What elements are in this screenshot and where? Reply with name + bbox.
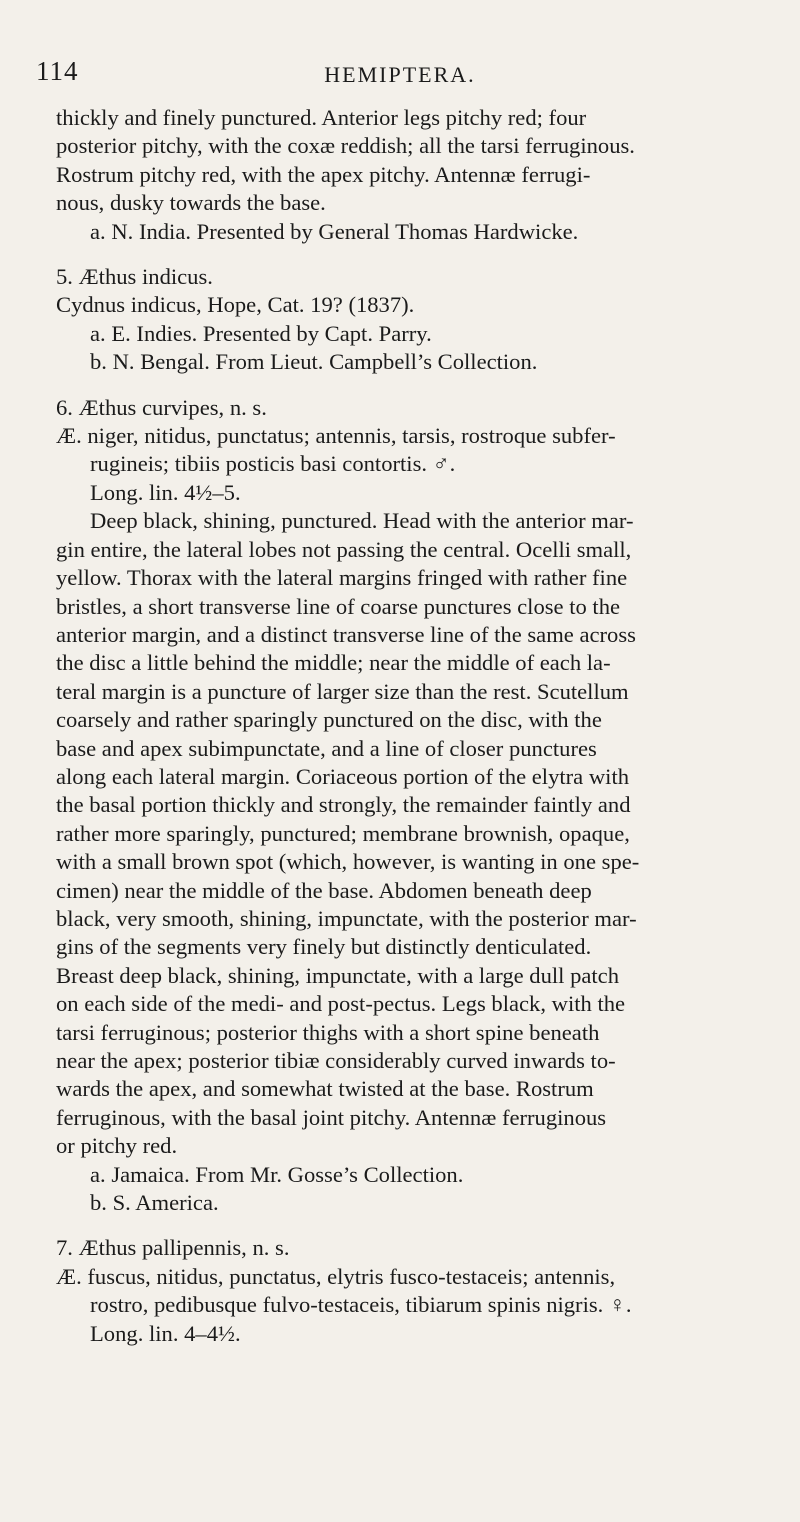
text-line: Rostrum pitchy red, with the apex pitchy. Antennæ ferrugi-: [56, 161, 591, 187]
text-line: the disc a little behind the middle; near the middle of each la-: [56, 650, 611, 676]
text-line: nous, dusky towards the base.: [56, 190, 326, 216]
text-line: Long. lin. 4½–5.: [90, 479, 241, 505]
text-line: or pitchy red.: [56, 1133, 178, 1159]
text-line: Long. lin. 4–4½.: [90, 1320, 241, 1346]
text-line: cimen) near the middle of the base. Abdomen beneath deep: [56, 877, 592, 903]
text-line: near the apex; posterior tibiæ considerably curved inwards to-: [56, 1048, 616, 1073]
text-line: a. E. Indies. Presented by Capt. Parry.: [90, 320, 432, 346]
text-line: on each side of the medi- and post-pectus. Legs black, with the: [56, 991, 626, 1017]
text-line: b. S. America.: [90, 1190, 219, 1216]
text-line: ferruginous, with the basal joint pitchy. Antennæ ferruginous: [56, 1104, 607, 1130]
text-line: with a small brown spot (which, however, is wanting in one spe-: [56, 849, 640, 875]
page-header: [0, 50, 800, 90]
text-line: posterior pitchy, with the coxæ reddish; all the tarsi ferruginous.: [56, 133, 635, 159]
text-line: Æ. niger, nitidus, punctatus; antennis, tarsis, rostroque subfer-: [56, 423, 616, 449]
text-line: bristles, a short transverse line of coarse punctures close to the: [56, 593, 621, 619]
running-head: HEMIPTERA.: [324, 62, 476, 87]
text-line: gins of the segments very finely but distinctly denticulated.: [56, 934, 592, 960]
text-line: rostro, pedibusque fulvo-testaceis, tibiarum spinis nigris. ♀.: [90, 1292, 632, 1318]
text-line: a. N. India. Presented by General Thomas Hardwicke.: [90, 218, 579, 244]
page-body-text: [56, 104, 768, 1348]
text-line: the basal portion thickly and strongly, the remainder faintly and: [56, 792, 631, 818]
text-line: Breast deep black, shining, impunctate, with a large dull patch: [56, 962, 620, 988]
text-line: yellow. Thorax with the lateral margins fringed with rather fine: [56, 565, 628, 591]
text-line: rugineis; tibiis posticis basi contortis. ♂.: [90, 451, 456, 477]
text-line: wards the apex, and somewhat twisted at the base. Rostrum: [56, 1076, 594, 1102]
text-line: thickly and finely punctured. Anterior legs pitchy red; four: [56, 105, 587, 130]
text-line: 5. Æthus indicus.: [56, 264, 213, 290]
text-line: rather more sparingly, punctured; membrane brownish, opaque,: [56, 820, 630, 846]
text-line: b. N. Bengal. From Lieut. Campbell’s Collection.: [90, 349, 538, 375]
text-line: anterior margin, and a distinct transverse line of the same across: [56, 621, 636, 647]
text-line: Cydnus indicus, Hope, Cat. 19? (1837).: [56, 292, 415, 318]
text-line: teral margin is a puncture of larger size than the rest. Scutellum: [56, 678, 629, 704]
text-line: a. Jamaica. From Mr. Gosse’s Collection.: [90, 1161, 464, 1187]
text-line: coarsely and rather sparingly punctured on the disc, with the: [56, 707, 602, 733]
text-line: base and apex subimpunctate, and a line of closer punctures: [56, 735, 597, 761]
text-line: gin entire, the lateral lobes not passing the central. Ocelli small,: [56, 536, 632, 562]
page-number: 114: [36, 56, 79, 86]
text-line: Æ. fuscus, nitidus, punctatus, elytris fusco-testaceis; antennis,: [56, 1263, 616, 1289]
text-line: 7. Æthus pallipennis, n. s.: [56, 1235, 290, 1261]
text-line: tarsi ferruginous; posterior thighs with a short spine beneath: [56, 1019, 600, 1045]
text-line: black, very smooth, shining, impunctate, with the posterior mar-: [56, 905, 637, 931]
text-line: along each lateral margin. Coriaceous portion of the elytra with: [56, 763, 630, 789]
text-line: Deep black, shining, punctured. Head with the anterior mar-: [90, 508, 634, 534]
text-line: 6. Æthus curvipes, n. s.: [56, 394, 267, 420]
